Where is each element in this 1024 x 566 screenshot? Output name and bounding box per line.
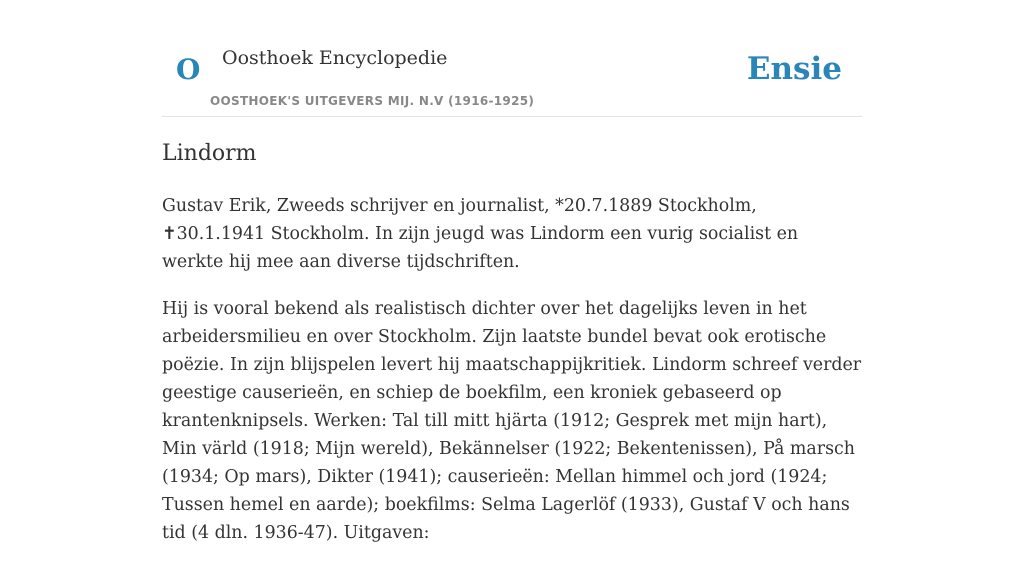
encyclopedia-logo-icon[interactable]: O xyxy=(176,53,201,86)
entry-title: Lindorm xyxy=(162,141,257,166)
entry-body xyxy=(162,192,862,566)
entry-paragraph: Hij is vooral bekend als realistisch dichter over het dagelijks leven in het arbeidersmilieu en over Stockholm. Zijn laatste bundel bevat ook erotische poëzie. In zijn blijspelen levert hij maatschappijkritiek. Lindorm schreef verder geestige causerieën, en schiep de boekfilm, een kroniek gebaseerd op krantenknipsels. Werken: Tal till mitt hjärta (1912; Gesprek met mijn hart), Min värld (1918; Mijn wereld), Bekännelser (1922; Bekentenissen), På marsch (1934; Op mars), Dikter (1941); causerieën: Mellan himmel och jord (1924; Tussen hemel en aarde); boekfilms: Selma Lagerlöf (1933), Gustaf V och hans tid (4 dln. 1936-47). Uitgaven: xyxy=(162,299,862,543)
entry-paragraph: Gustav Erik, Zweeds schrijver en journalist, *20.7.1889 Stockholm, ✝30.1.1941 Stockholm. In zijn jeugd was Lindorm een vurig socialist en werkte hij mee aan diverse tijdschriften. xyxy=(162,196,799,272)
ensie-brand-link[interactable]: Ensie xyxy=(746,51,842,87)
site-header xyxy=(162,0,862,117)
encyclopedia-title-link[interactable]: Oosthoek Encyclopedie xyxy=(222,47,448,69)
publisher-label: OOSTHOEK'S UITGEVERS MIJ. N.V (1916-1925) xyxy=(210,94,535,108)
